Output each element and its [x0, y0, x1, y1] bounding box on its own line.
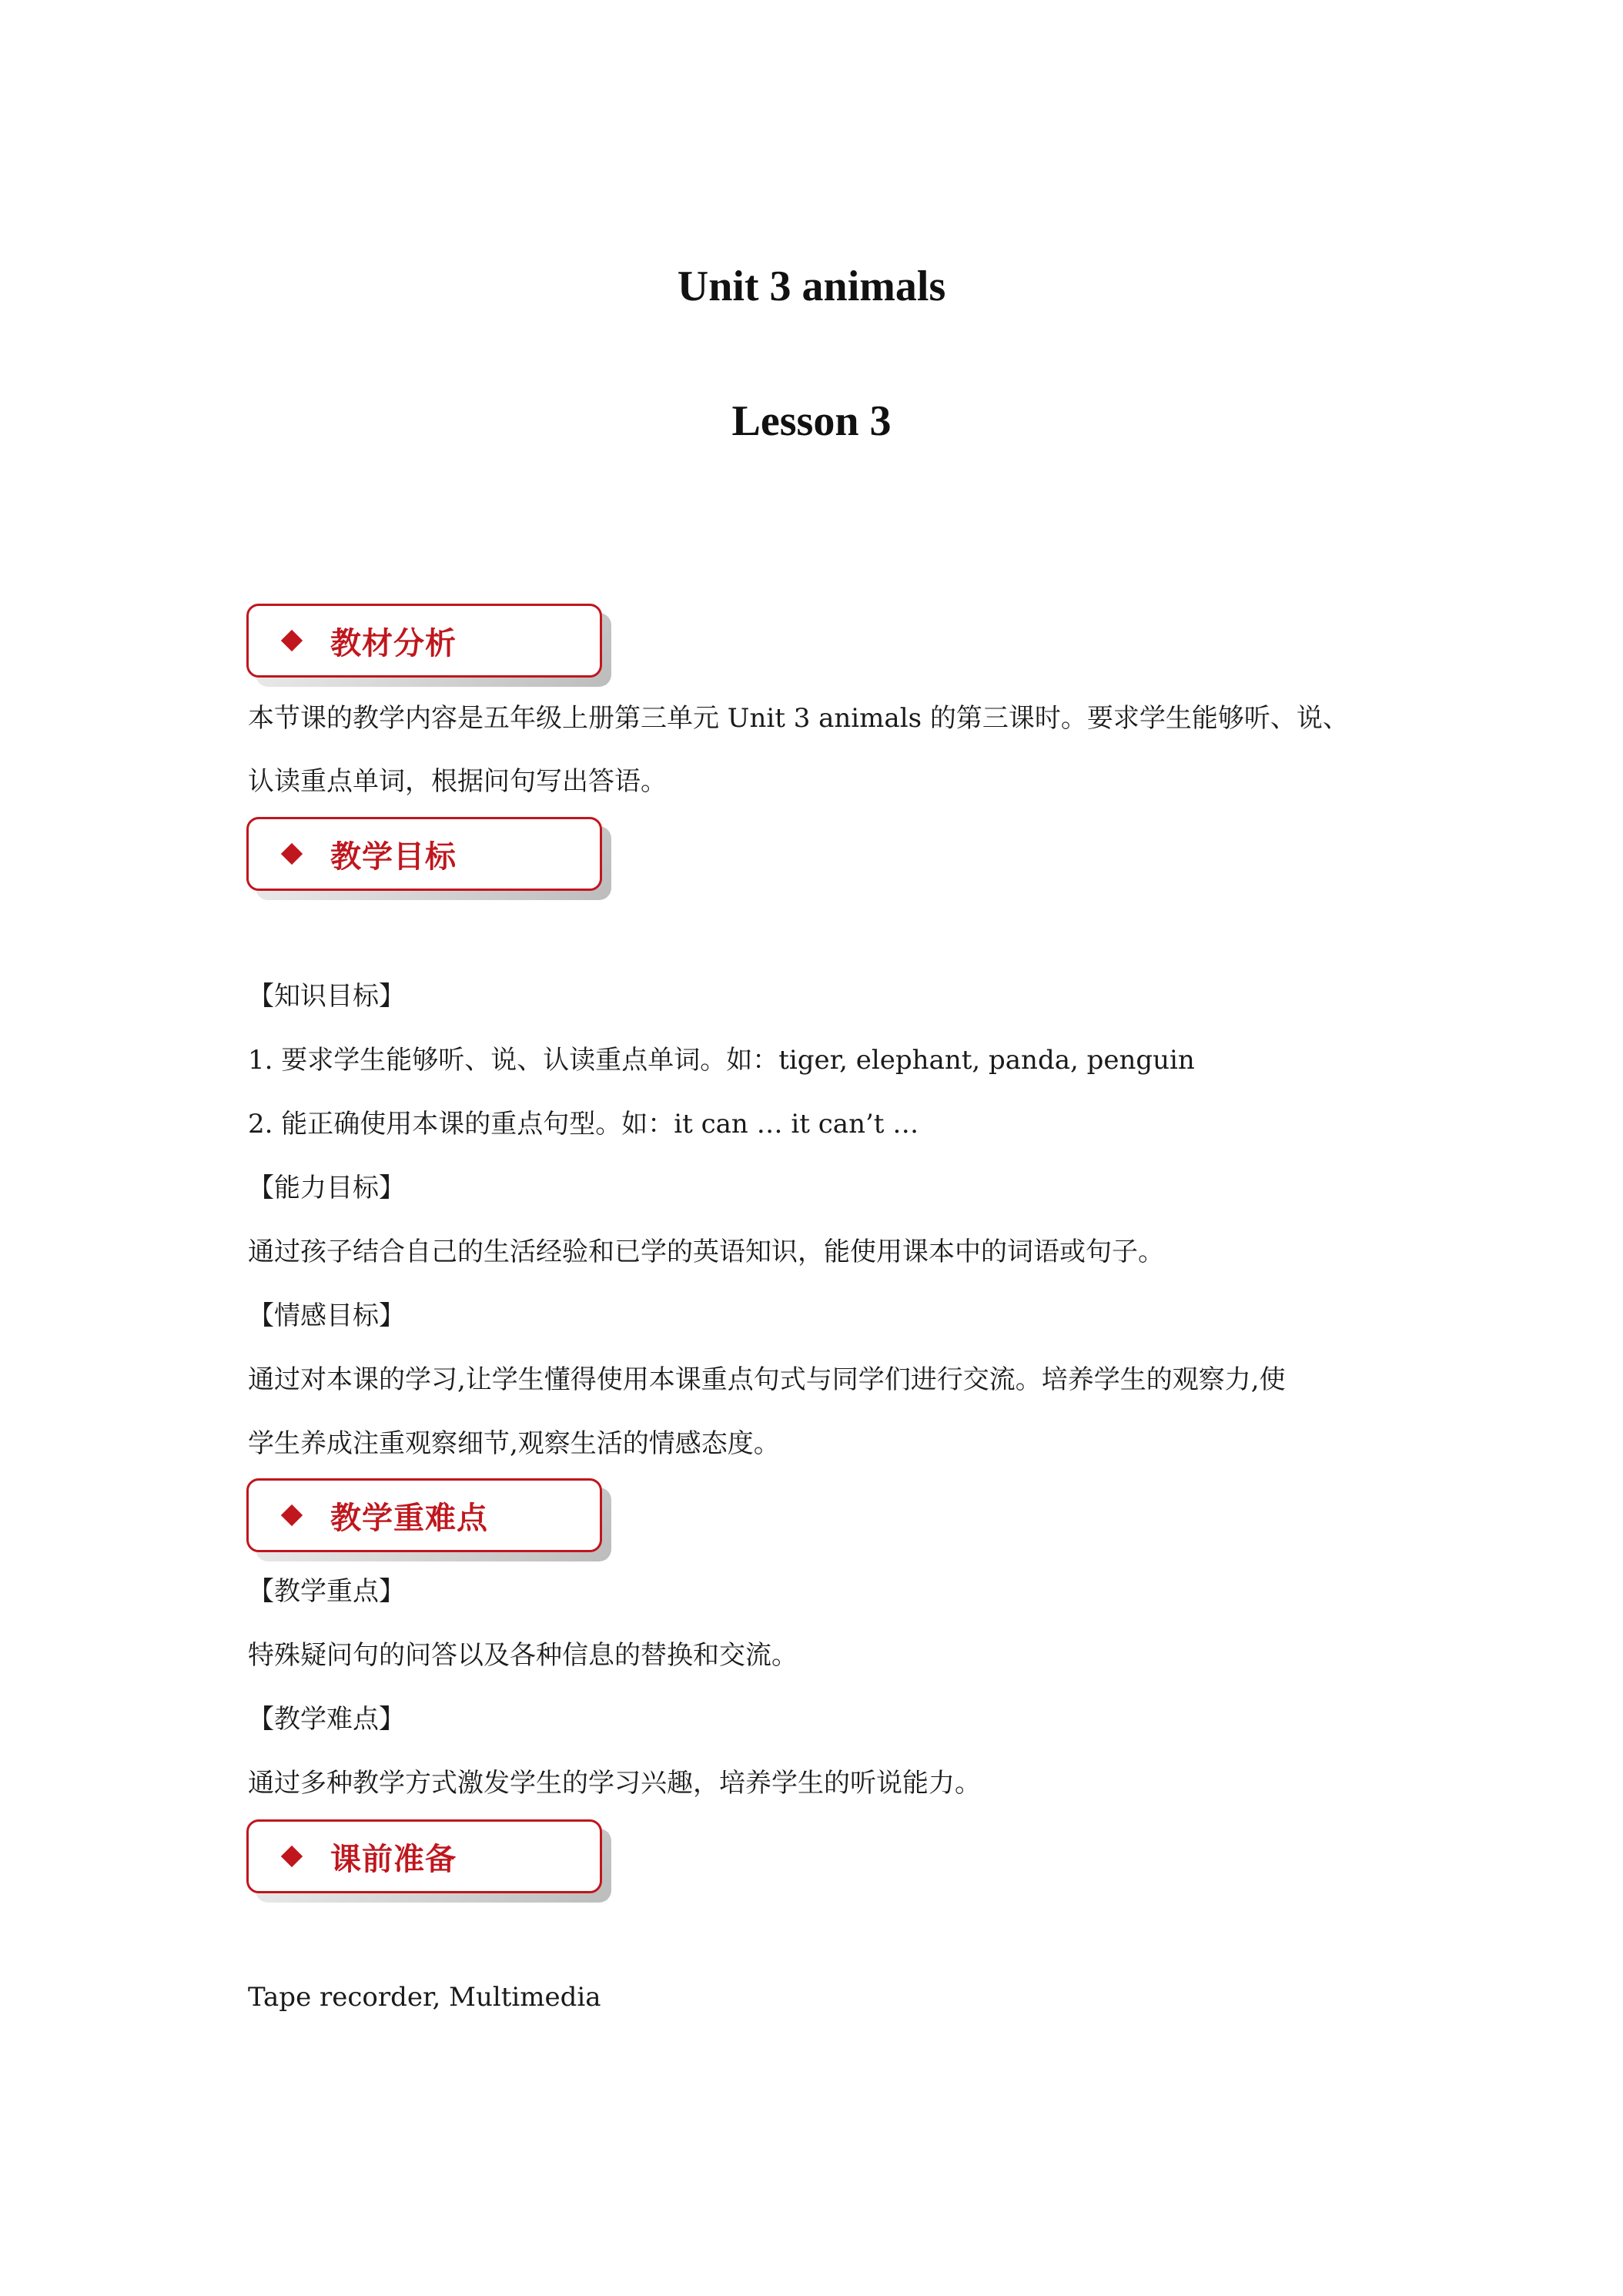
- subheading-difficult-points: 【教学难点】: [248, 1704, 405, 1735]
- subheading-key-points: 【教学重点】: [248, 1576, 405, 1607]
- paragraph-line: 特殊疑问句的问答以及各种信息的替换和交流。: [248, 1640, 798, 1671]
- diamond-icon: [281, 843, 303, 865]
- paragraph-line: 认读重点单词，根据问句写出答语。: [248, 766, 667, 797]
- section-header-key-difficult-points: [246, 1478, 602, 1552]
- document-subtitle: Lesson 3: [731, 397, 892, 445]
- section-label: 教学重难点: [330, 1500, 488, 1536]
- document-title: Unit 3 animals: [677, 263, 946, 310]
- section-label: 课前准备: [330, 1841, 457, 1877]
- paragraph-line: 学生养成注重观察细节,观察生活的情感态度。: [248, 1428, 780, 1459]
- section-header-preparation: [246, 1819, 602, 1893]
- paragraph-line: 通过多种教学方式激发学生的学习兴趣，培养学生的听说能力。: [248, 1768, 981, 1799]
- diamond-icon: [281, 1846, 303, 1867]
- section-header-teaching-objectives: [246, 817, 602, 891]
- list-item: 2. 能正确使用本课的重点句型。如：it can … it can’t …: [248, 1109, 919, 1140]
- paragraph-line: 通过对本课的学习,让学生懂得使用本课重点句式与同学们进行交流。培养学生的观察力,使: [248, 1364, 1286, 1395]
- subheading-knowledge: 【知识目标】: [248, 981, 405, 1012]
- diamond-icon: [281, 630, 303, 651]
- section-label: 教学目标: [330, 838, 457, 875]
- section-label: 教材分析: [330, 625, 457, 661]
- preparation-materials: Tape recorder, Multimedia: [248, 1982, 601, 2013]
- subheading-ability: 【能力目标】: [248, 1173, 405, 1203]
- subheading-emotion: 【情感目标】: [248, 1300, 405, 1331]
- list-item: 1. 要求学生能够听、说、认读重点单词。如：tiger, elephant, panda, penguin: [248, 1045, 1195, 1076]
- section-header-materials-analysis: [246, 604, 602, 678]
- paragraph-line: 通过孩子结合自己的生活经验和已学的英语知识，能使用课本中的词语或句子。: [248, 1237, 1164, 1267]
- diamond-icon: [281, 1504, 303, 1526]
- paragraph-line: 本节课的教学内容是五年级上册第三单元 Unit 3 animals 的第三课时。要求学生能够听、说、: [248, 703, 1349, 734]
